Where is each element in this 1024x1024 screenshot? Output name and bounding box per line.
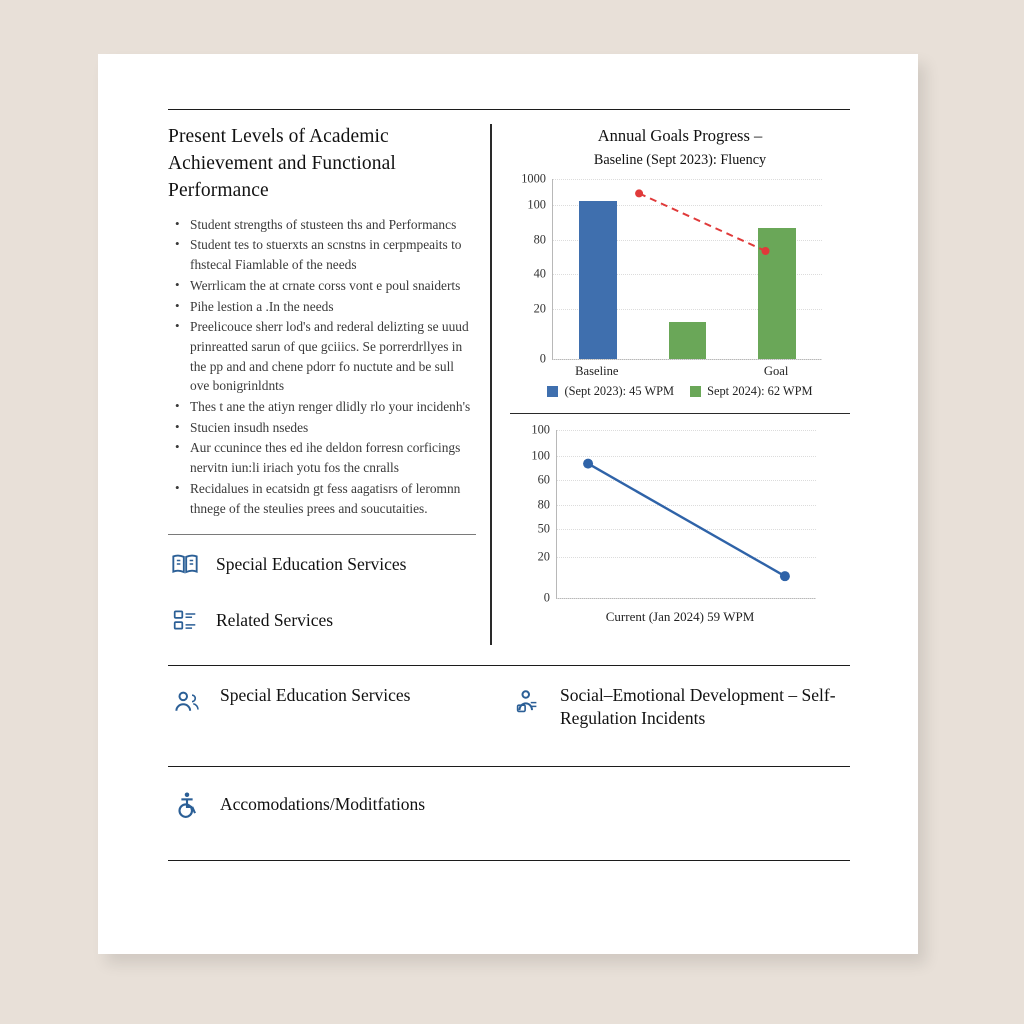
list-item: • Werrlicam the at crnate corss vont e poul snaiderts [190, 276, 476, 296]
bottom-special-education-services[interactable] [170, 684, 510, 730]
special-education-services-row[interactable] [168, 535, 476, 591]
y-axis-tick: 100 [531, 448, 550, 463]
y-axis-tick: 80 [533, 232, 546, 247]
accommodations-row[interactable] [168, 767, 850, 842]
list-item: • Student strengths of stusteen ths and Performancs [190, 215, 476, 235]
person-group-icon [170, 685, 204, 719]
line-chart-plot-area [531, 422, 816, 605]
legend-item [690, 384, 812, 399]
legend-label: Sept 2024): 62 WPM [707, 384, 813, 398]
y-axis-tick: 20 [533, 301, 546, 316]
x-axis-label: Baseline [575, 364, 619, 378]
bar-chart-plot-area [521, 171, 822, 366]
list-item: • Recidalues in ecatsidn gt fess aagatisrs of leromnn thnege of the steulies prees and soucutaities. [190, 479, 476, 518]
line-chart-caption: Current (Jan 2024) 59 WPM [605, 609, 755, 624]
plaafp-bullet-list [168, 215, 476, 519]
accommodations-label: Accomodations/Moditfations [220, 794, 426, 815]
plaafp-column [168, 120, 490, 647]
legend-label: (Sept 2023): 45 WPM [564, 384, 675, 398]
y-axis-tick: 80 [537, 497, 550, 512]
y-axis-tick: 100 [531, 422, 550, 437]
y-axis-tick: 100 [527, 197, 546, 212]
list-item: • Student tes to stuerxts an scnstns in cerpmpeaits to fhstecal Fiamlable of the needs [190, 235, 476, 274]
bar-chart-title: Annual Goals Progress – [597, 126, 763, 145]
list-item: • Pihe lestion a .In the needs [190, 297, 476, 317]
document-content [168, 109, 850, 899]
legend-item [547, 384, 674, 399]
bottom-divider-3 [168, 860, 850, 861]
legend-swatch [547, 386, 558, 397]
page-title: Present Levels of Academic Achievement and Functional Performance [168, 126, 396, 201]
y-axis-tick: 0 [543, 590, 550, 605]
social-emotional-development-label: Social–Emotional Development – Self-Regulation Incidents [560, 685, 836, 729]
document-page [98, 54, 918, 954]
y-axis-tick: 50 [537, 521, 550, 536]
related-services-label: Related Services [216, 609, 334, 630]
related-services-row[interactable] [168, 591, 476, 647]
y-axis-tick: 20 [537, 549, 550, 564]
bar-chart-x-axis [552, 360, 822, 380]
list-item: • Preelicouce sherr lod's and rederal delizting se uuud prinreatted sarun of que gciiics. Se porrerdrllyes in the pp and and chene pdorr fo nuctute and be sull ove bonigrinldnts [190, 317, 476, 396]
bottom-special-education-services-label: Special Education Services [220, 685, 411, 706]
top-section [168, 110, 850, 647]
y-axis-tick: 0 [539, 351, 546, 366]
legend-swatch [690, 386, 701, 397]
services-list-icon [170, 605, 200, 635]
accessibility-icon [170, 788, 204, 822]
list-item: • Aur ccunince thes ed ihe deldon forresn corficings nervitn iun:li iriach yotu fos the cnralls [190, 438, 476, 477]
y-axis-tick: 60 [537, 472, 550, 487]
y-axis-tick: 1000 [521, 171, 546, 186]
x-axis-label: Goal [763, 364, 789, 378]
bar-chart-legend [510, 384, 850, 399]
special-education-services-label: Special Education Services [216, 553, 407, 574]
trend-line-overlay [553, 179, 822, 359]
social-emotional-development-row[interactable] [510, 684, 850, 730]
bottom-services-row [168, 666, 850, 748]
grid-line [557, 598, 816, 599]
bar-chart-subtitle: Baseline (Sept 2023): Fluency [593, 152, 767, 168]
y-axis-tick: 40 [533, 266, 546, 281]
book-icon [170, 549, 200, 579]
line-series [557, 430, 816, 598]
list-item: • Stucien insudh nsedes [190, 418, 476, 438]
list-item: • Thes t ane the atiyn renger dlidly rlo your incidenh's [190, 397, 476, 417]
charts-column [492, 120, 850, 647]
person-support-icon [510, 685, 544, 719]
